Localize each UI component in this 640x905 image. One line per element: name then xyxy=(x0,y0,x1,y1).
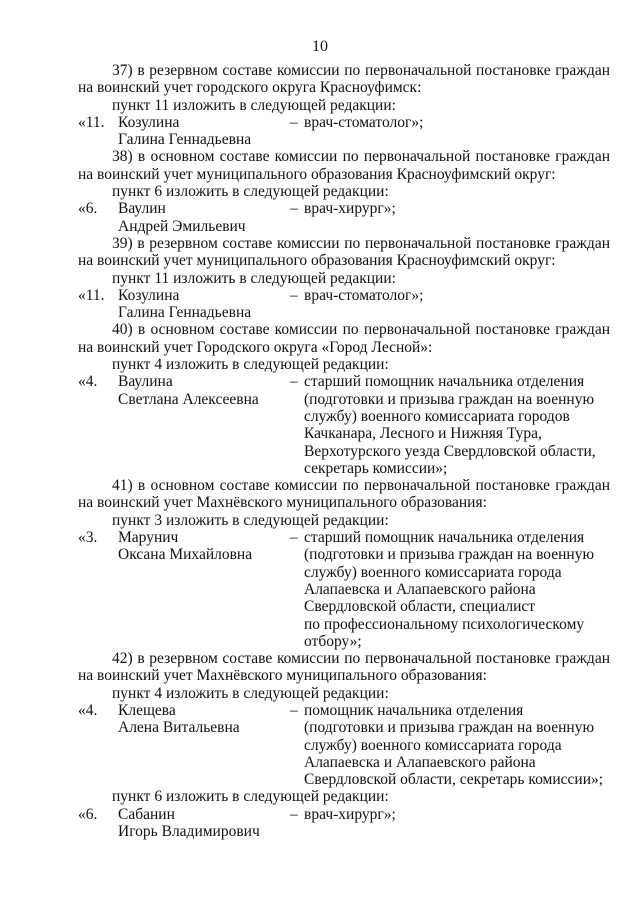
name-line: Козулина xyxy=(118,286,180,304)
role-line: службу) военного комиссариата города xyxy=(304,563,562,581)
member-entry xyxy=(78,200,610,235)
dash-separator: – xyxy=(290,200,298,218)
role-line: Свердловской области, секретарь комиссии»; xyxy=(304,771,604,789)
role-line: врач-хирург»; xyxy=(304,805,396,823)
member-entry xyxy=(78,287,610,322)
name-line: Игорь Владимирович xyxy=(118,823,260,841)
paragraph: 38) в основном составе комиссии по первоначальной постановке граждан на воинский учет муниципального образования Красноуфимский округ: xyxy=(78,148,610,183)
member-name xyxy=(118,200,290,235)
member-entry xyxy=(78,373,610,477)
dash-separator: – xyxy=(290,805,298,823)
name-line: Сабанин xyxy=(118,805,175,823)
role-line: врач-стоматолог»; xyxy=(304,286,424,304)
role-line: службу) военного комиссариата города xyxy=(304,736,562,754)
member-role xyxy=(304,702,610,788)
member-entry xyxy=(78,702,610,788)
member-role xyxy=(304,529,610,650)
member-role xyxy=(304,114,610,149)
role-line: Качканара, Лесного и Нижняя Тура, xyxy=(304,425,542,443)
role-line: помощник начальника отделения xyxy=(304,701,524,719)
dash-separator: – xyxy=(290,113,298,131)
entry-number: «6. xyxy=(78,200,98,218)
name-line: Галина Геннадьевна xyxy=(118,131,252,149)
name-line: Андрей Эмильевич xyxy=(118,217,246,235)
name-line: Светлана Алексеевна xyxy=(118,390,259,408)
member-name xyxy=(118,702,290,788)
name-line: Галина Геннадьевна xyxy=(118,304,252,322)
role-line: Алапаевска и Алапаевского района xyxy=(304,753,536,771)
instruction-line: пункт 11 изложить в следующей редакции: xyxy=(112,269,396,287)
member-entry xyxy=(78,806,610,841)
dash-separator: – xyxy=(290,529,298,547)
document-body xyxy=(78,62,610,840)
instruction-line: пункт 4 изложить в следующей редакции: xyxy=(112,684,389,702)
instruction-line: пункт 4 изложить в следующей редакции: xyxy=(112,356,389,374)
role-line: Свердловской области, специалист xyxy=(304,598,536,616)
name-line: Клещева xyxy=(118,701,176,719)
role-line: (подготовки и призыва граждан на военную xyxy=(304,719,595,737)
name-line: Козулина xyxy=(118,113,180,131)
dash-separator: – xyxy=(290,286,298,304)
paragraph: 41) в основном составе комиссии по первоначальной постановке граждан на воинский учет Махнёвского муниципального образования: xyxy=(78,477,610,512)
role-line: секретарь комиссии»; xyxy=(304,459,448,477)
instruction-line: пункт 6 изложить в следующей редакции: xyxy=(112,183,389,201)
member-name xyxy=(118,114,290,149)
member-name xyxy=(118,287,290,322)
role-line: службу) военного комиссариата городов xyxy=(304,407,570,425)
paragraph: 39) в резервном составе комиссии по первоначальной постановке граждан на воинский учет муниципального образования Красноуфимский округ: xyxy=(78,234,610,270)
role-line: старший помощник начальника отделения xyxy=(304,529,585,547)
role-line: врач-хирург»; xyxy=(304,200,396,218)
dash-separator: – xyxy=(290,373,298,391)
entry-number: «4. xyxy=(78,701,98,719)
name-line: Марунич xyxy=(118,529,179,547)
role-line: (подготовки и призыва граждан на военную xyxy=(304,390,595,408)
role-line: отбору»; xyxy=(304,632,362,650)
name-line: Ваулин xyxy=(118,200,166,218)
entry-number: «4. xyxy=(78,373,98,391)
entry-number: «6. xyxy=(78,805,98,823)
name-line: Ваулина xyxy=(118,373,173,391)
paragraph: 37) в резервном составе комиссии по первоначальной постановке граждан на воинский учет городского округа Красноуфимск: xyxy=(78,62,610,97)
role-line: врач-стоматолог»; xyxy=(304,113,424,131)
paragraph: 42) в резервном составе комиссии по первоначальной постановке граждан на воинский учет Махнёвского муниципального образования: xyxy=(78,650,610,685)
role-line: Алапаевска и Алапаевского района xyxy=(304,580,536,598)
member-role xyxy=(304,287,610,322)
role-line: старший помощник начальника отделения xyxy=(304,373,585,391)
member-name xyxy=(118,529,290,650)
member-entry xyxy=(78,529,610,650)
page-number: 10 xyxy=(312,38,328,55)
dash-separator: – xyxy=(290,701,298,719)
paragraph: 40) в основном составе комиссии по первоначальной постановке граждан на воинский учет Городского округа «Город Лесной»: xyxy=(78,321,610,356)
instruction-line: пункт 3 изложить в следующей редакции: xyxy=(112,511,389,529)
instruction-line: пункт 6 изложить в следующей редакции: xyxy=(112,788,389,806)
member-role xyxy=(304,806,610,841)
member-name xyxy=(118,806,290,841)
name-line: Оксана Михайловна xyxy=(118,546,253,564)
role-line: по профессиональному психологическому xyxy=(304,615,585,633)
member-role xyxy=(304,200,610,235)
instruction-line: пункт 11 изложить в следующей редакции: xyxy=(112,96,396,114)
entry-number: «11. xyxy=(78,113,105,131)
role-line: (подготовки и призыва граждан на военную xyxy=(304,546,595,564)
member-entry xyxy=(78,114,610,149)
name-line: Алена Витальевна xyxy=(118,719,240,737)
entry-number: «3. xyxy=(78,529,98,547)
member-name xyxy=(118,373,290,477)
member-role xyxy=(304,373,610,477)
entry-number: «11. xyxy=(78,286,105,304)
role-line: Верхотурского уезда Свердловской области, xyxy=(304,442,596,460)
